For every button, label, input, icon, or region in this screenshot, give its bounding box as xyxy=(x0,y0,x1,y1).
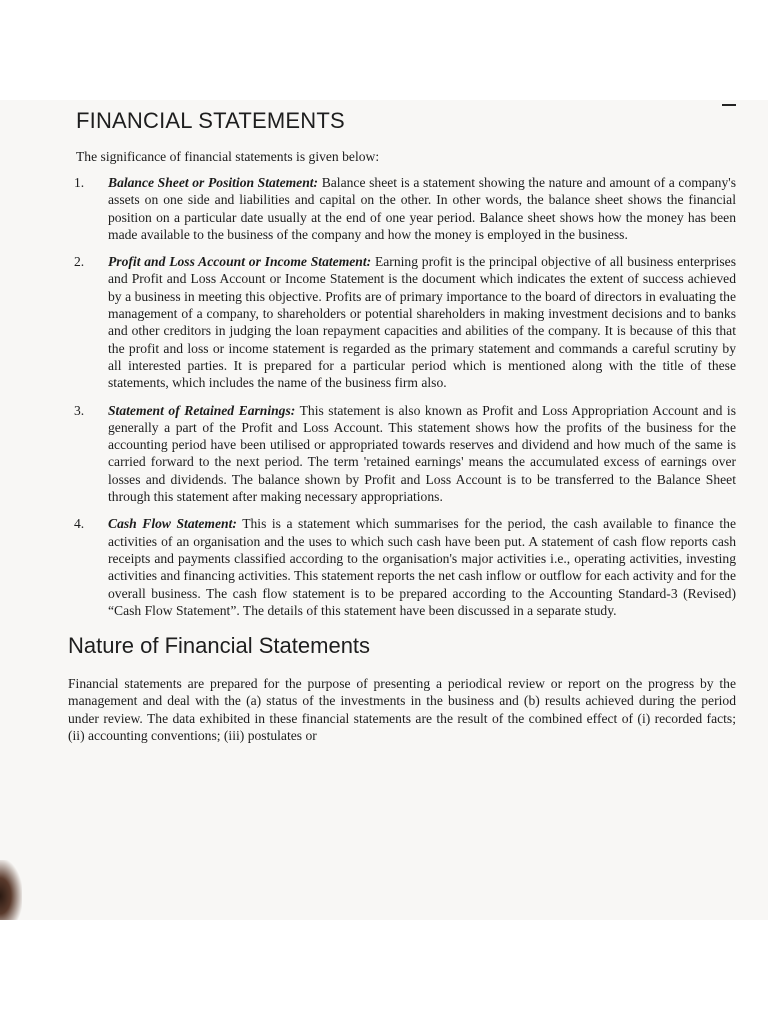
item-text: This statement is also known as Profit and Loss Appropriation Account and is generally a part of the Profit and Loss Account. This statement shows how the profits of the business for the accounting period have been utilised or appropriated towards reserves and dividend and how much of the same is carried forward to the next period. The term 'retained earnings' means the accumulated excess of earnings over losses and dividends. The balance shown by Profit and Loss Account is to be transferred to the Balance Sheet through this statement after making necessary appropriations. xyxy=(108,402,736,505)
list-item-cash-flow xyxy=(68,515,736,619)
section-heading: Nature of Financial Statements xyxy=(68,633,371,659)
item-number: 1. xyxy=(74,175,85,190)
item-term: Balance Sheet or Position Statement: xyxy=(108,175,319,190)
item-term: Cash Flow Statement: xyxy=(108,516,237,532)
list-item-profit-loss xyxy=(68,253,736,391)
list-item-balance-sheet xyxy=(68,174,736,243)
item-number: 2. xyxy=(74,254,85,270)
item-term: Statement of Retained Earnings: xyxy=(108,402,296,418)
item-text: Earning profit is the principal objective of all business enterprises and Profit and Loss Account or Income Statement is the document which indicates the extent of success achieved by a business in meeting this objective. Profits are of primary importance to the board of directors in evaluating the management of a company, to shareholders or potential shareholders in making investment decisions and to banks and other creditors in judging the loan repayment capacities and abilities of the company. It is because of this that the profit and loss or income statement is regarded as the primary statement and commands a careful scrutiny by all interested parties. It is prepared for a particular period which is mentioned along with the title of these statements, which includes the name of the business firm also. xyxy=(108,254,736,391)
section-paragraph: Financial statements are prepared for the purpose of presenting a periodical review or report on the progress by the management and deal with the (a) status of the investments in the business and (b) results achieved during the period under review. The data exhibited in these financial statements are the result of the combined effect of (i) recorded facts; (ii) accounting conventions; (iii) postulates or xyxy=(68,676,736,744)
item-text: Balance sheet is a statement showing the nature and amount of a company's assets on one side and liabilities and capital on the other. In other words, the balance sheet shows the financial position on a particular date usually at the end of one year period. Balance sheet shows how the money has been made available to the business of the company and how the money is employed in the business. xyxy=(108,175,736,242)
page-title: FINANCIAL STATEMENTS xyxy=(76,108,345,133)
item-term: Profit and Loss Account or Income Statement: xyxy=(108,254,372,270)
document-content xyxy=(68,108,736,744)
list-item-retained-earnings xyxy=(68,402,736,506)
item-number: 3. xyxy=(74,402,85,418)
item-text: This is a statement which summarises for the period, the cash available to finance the activities of an organisation and the uses to which such cash have been put. A statement of cash flow reports cash receipts and payments classified according to the organisation's major activities i.e., operating activities, investing activities and financing activities. This statement reports the net cash inflow or outflow for each activity and for the overall business. The cash flow statement is to be prepared according to the Accounting Standard-3 (Revised) “Cash Flow Statement”. The details of this statement have been discussed in a separate study. xyxy=(108,516,736,618)
thumb-shadow xyxy=(0,860,22,920)
item-number: 4. xyxy=(74,516,85,532)
page-edge-mark xyxy=(722,104,736,106)
intro-text: The significance of financial statements is given below: xyxy=(76,149,380,164)
statement-list xyxy=(68,174,736,619)
